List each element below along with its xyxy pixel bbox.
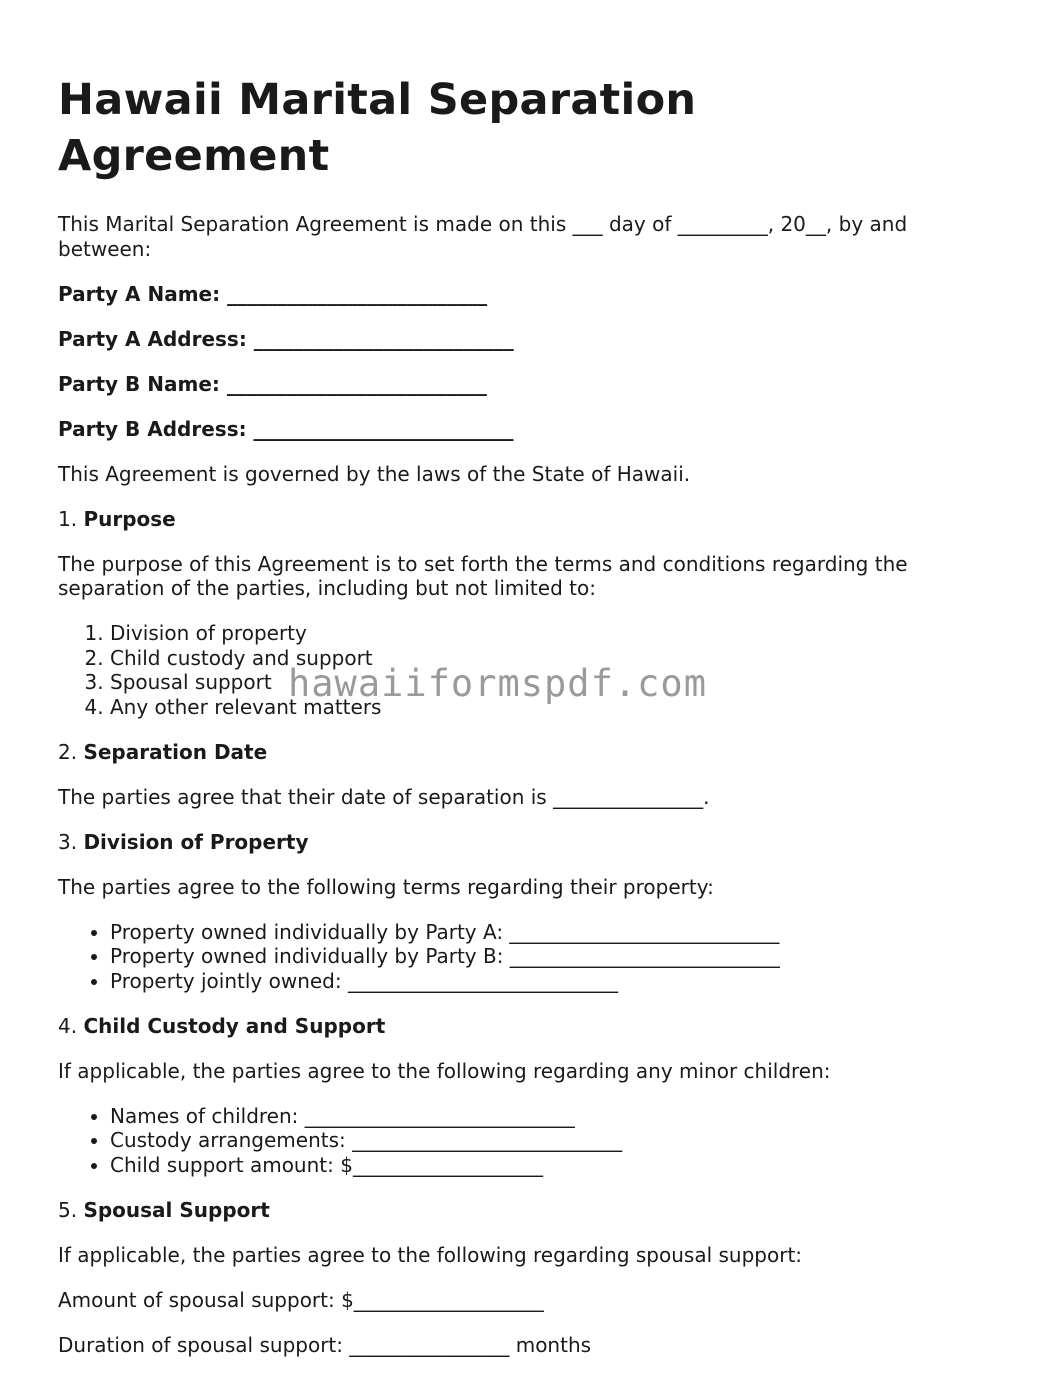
list-item: • Names of children: ___________________________ — [110, 1104, 958, 1129]
section-title: Purpose — [83, 506, 176, 531]
section-3-body: The parties agree to the following terms regarding their property: — [58, 874, 714, 899]
document-page — [58, 72, 958, 1378]
section-4-body: If applicable, the parties agree to the following regarding any minor children: — [58, 1058, 831, 1083]
intro-paragraph: This Marital Separation Agreement is made on this ___ day of _________, 20__, by and between: — [58, 212, 908, 261]
section-1-body: The purpose of this Agreement is to set forth the terms and conditions regarding the separation of the parties, including but not limited to: — [58, 551, 908, 600]
section-5-body: If applicable, the parties agree to the following regarding spousal support: — [58, 1242, 803, 1267]
section-title: Child Custody and Support — [83, 1013, 386, 1038]
list-item: 3. Spousal support — [110, 670, 958, 695]
list-item: 2. Child custody and support — [110, 646, 958, 671]
section-1-heading — [58, 507, 958, 532]
party-a-address-field: Party A Address: __________________________ — [58, 326, 514, 351]
spousal-support-duration: Duration of spousal support: ________________ months — [58, 1332, 592, 1357]
section-number: 4. — [58, 1013, 78, 1038]
section-title: Separation Date — [83, 739, 268, 764]
section-number: 1. — [58, 506, 78, 531]
list-item: • Property owned individually by Party B: ___________________________ — [110, 944, 958, 969]
property-list — [58, 920, 958, 994]
document-title: Hawaii Marital Separation Agreement — [58, 75, 697, 181]
list-item: • Child support amount: $___________________ — [110, 1153, 958, 1178]
list-item: • Property jointly owned: ___________________________ — [110, 969, 958, 994]
list-item: 4. Any other relevant matters — [110, 695, 958, 720]
section-title: Division of Property — [83, 829, 309, 854]
watermark: hawaiiformspdf.com — [288, 662, 707, 705]
party-a-name-field: Party A Name: __________________________ — [58, 281, 488, 306]
list-item: 1. Division of property — [110, 621, 958, 646]
spousal-support-amount: Amount of spousal support: $___________________ — [58, 1287, 544, 1312]
section-2-heading — [58, 740, 958, 765]
list-item: • Custody arrangements: ___________________________ — [110, 1128, 958, 1153]
section-title: Spousal Support — [83, 1197, 270, 1222]
children-list — [58, 1104, 958, 1178]
party-b-address-field: Party B Address: __________________________ — [58, 416, 514, 441]
section-4-heading — [58, 1014, 958, 1039]
section-2-body: The parties agree that their date of separation is _______________. — [58, 784, 710, 809]
section-5-heading — [58, 1198, 958, 1223]
section-3-heading — [58, 830, 958, 855]
section-number: 5. — [58, 1197, 78, 1222]
governing-law-paragraph: This Agreement is governed by the laws of the State of Hawaii. — [58, 461, 691, 486]
section-number: 2. — [58, 739, 78, 764]
section-number: 3. — [58, 829, 78, 854]
list-item: • Property owned individually by Party A: ___________________________ — [110, 920, 958, 945]
party-b-name-field: Party B Name: __________________________ — [58, 371, 487, 396]
